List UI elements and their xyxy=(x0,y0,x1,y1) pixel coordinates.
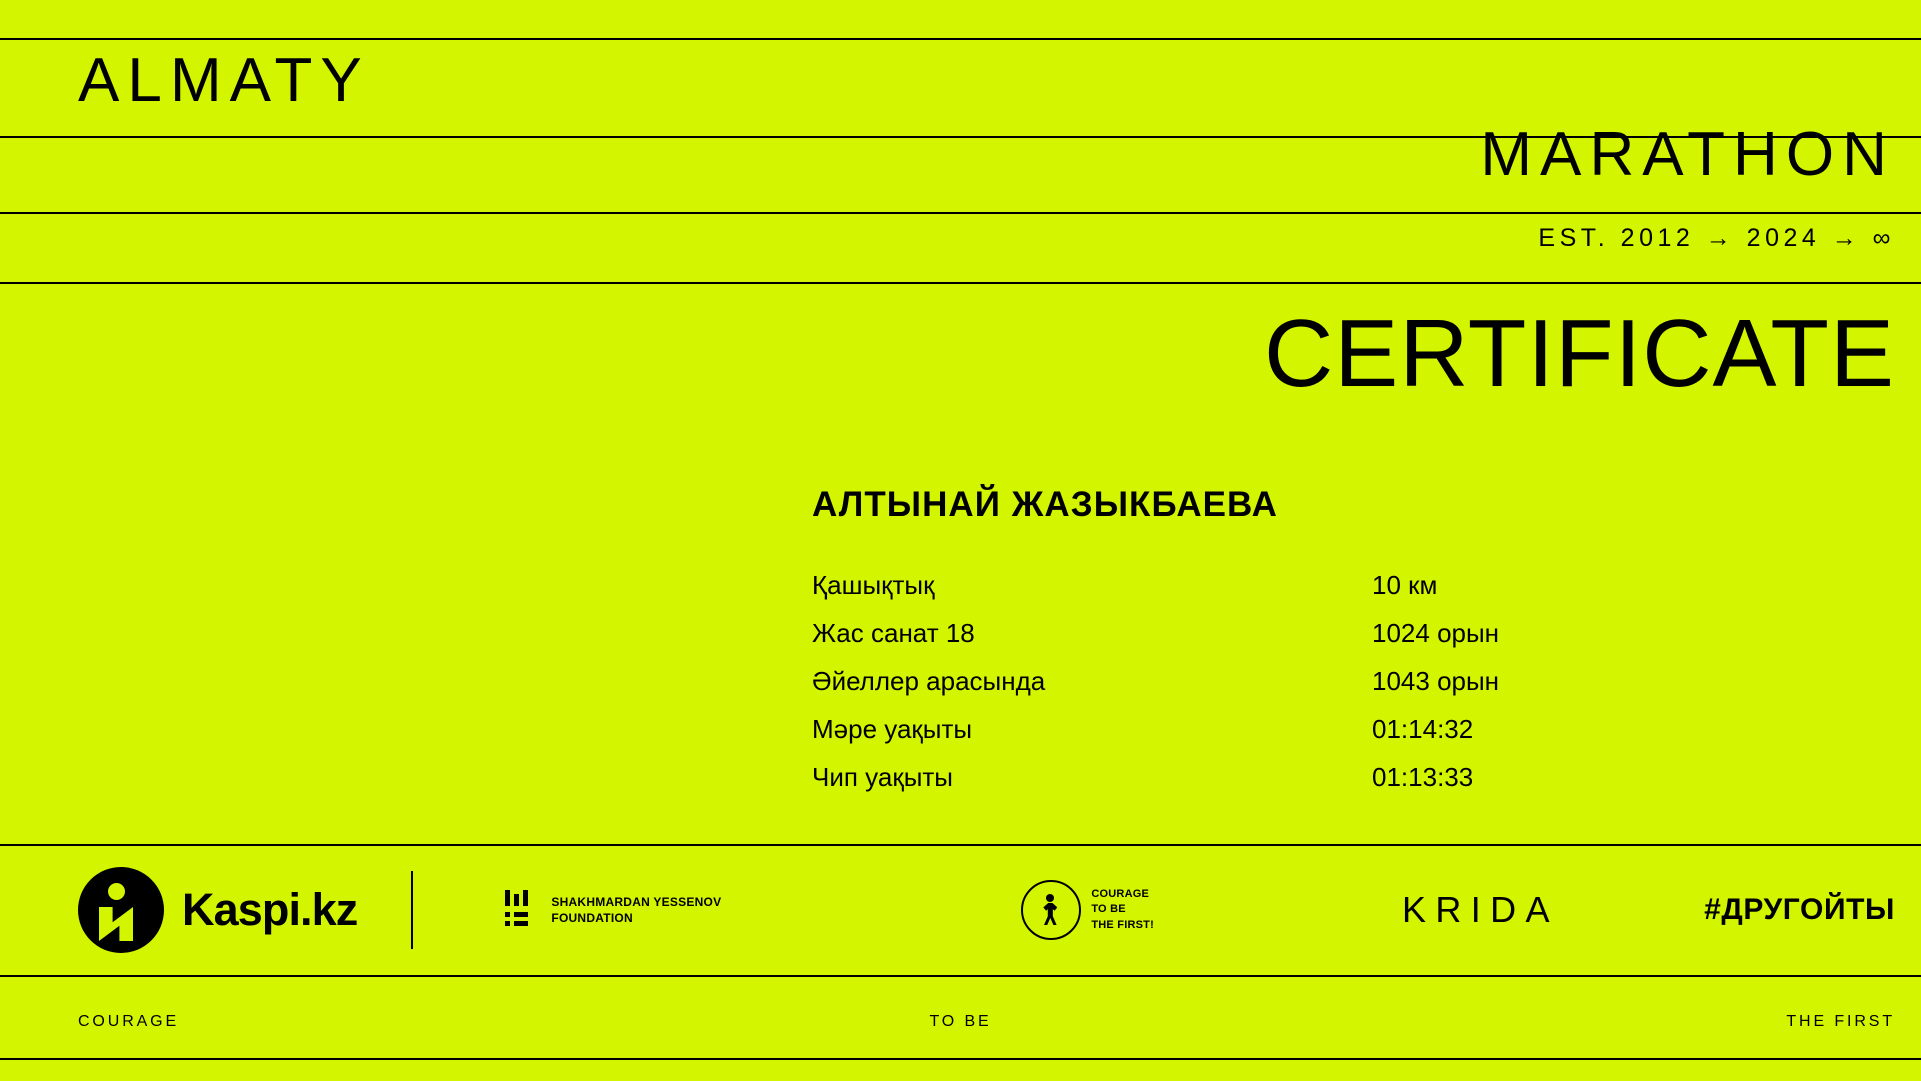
yessenov-logo-icon xyxy=(505,890,539,930)
table-row xyxy=(812,666,1632,714)
divider-line xyxy=(0,1058,1921,1060)
result-value: 01:13:33 xyxy=(1372,762,1474,792)
result-value: 1043 орын xyxy=(1372,666,1500,696)
athlete-name: АЛТЫНАЙ ЖАЗЫКБАЕВА xyxy=(812,485,1278,524)
result-label: Жас санат 18 xyxy=(812,618,975,648)
brand-wordmark-marathon: MARATHON xyxy=(1480,120,1895,189)
sponsor-fund-line3: THE FIRST! xyxy=(1091,918,1155,931)
footer-slogan xyxy=(0,1013,1921,1041)
divider-line xyxy=(0,38,1921,40)
kaspi-logo-icon xyxy=(78,867,164,953)
results-table xyxy=(812,570,1632,810)
sponsor-yessenov-line2: FOUNDATION xyxy=(551,911,633,925)
sponsor-kaspi-label: Kaspi.kz xyxy=(182,884,358,935)
sponsor-kaspi xyxy=(78,867,357,953)
sponsor-yessenov-line1: SHAKHMARDAN YESSENOV xyxy=(551,894,722,909)
result-value: 1024 орын xyxy=(1372,618,1500,648)
brand-wordmark-almaty: ALMATY xyxy=(78,46,370,115)
result-label: Чип уақыты xyxy=(812,762,953,792)
table-row xyxy=(812,618,1632,666)
sponsor-band xyxy=(0,846,1921,974)
slogan-left: COURAGE xyxy=(78,1013,180,1030)
sponsor-krida-label: KRIDA xyxy=(1402,889,1559,930)
sponsor-corporate-fund xyxy=(1021,880,1154,940)
sponsor-fund-label xyxy=(1091,887,1154,933)
result-value: 01:14:32 xyxy=(1372,714,1474,744)
result-label: Қашықтық xyxy=(812,570,935,600)
table-row xyxy=(812,570,1632,618)
result-label: Мәре уақыты xyxy=(812,714,973,744)
sponsor-yessenov xyxy=(505,890,721,930)
table-row xyxy=(812,714,1632,762)
runner-figure-icon xyxy=(1042,894,1058,926)
sponsor-yessenov-label xyxy=(551,894,721,926)
established-years: EST. 2012 → 2024 → ∞ xyxy=(1538,224,1895,252)
slogan-right: THE FIRST xyxy=(1786,1013,1895,1030)
slogan-center: TO BE xyxy=(929,1013,992,1030)
sponsor-divider xyxy=(411,871,413,949)
divider-line xyxy=(0,282,1921,284)
divider-line xyxy=(0,212,1921,214)
page-title: CERTIFICATE xyxy=(1263,300,1895,407)
campaign-hashtag: #ДРУГОЙТЫ xyxy=(1704,893,1895,926)
corporate-fund-logo-icon xyxy=(1021,880,1081,940)
table-row xyxy=(812,762,1632,810)
divider-line xyxy=(0,975,1921,977)
result-value: 10 км xyxy=(1372,570,1438,600)
sponsor-fund-line2: TO BE xyxy=(1091,903,1126,916)
result-label: Әйеллер арасында xyxy=(812,666,1046,696)
sponsor-fund-line1: COURAGE xyxy=(1091,887,1150,900)
